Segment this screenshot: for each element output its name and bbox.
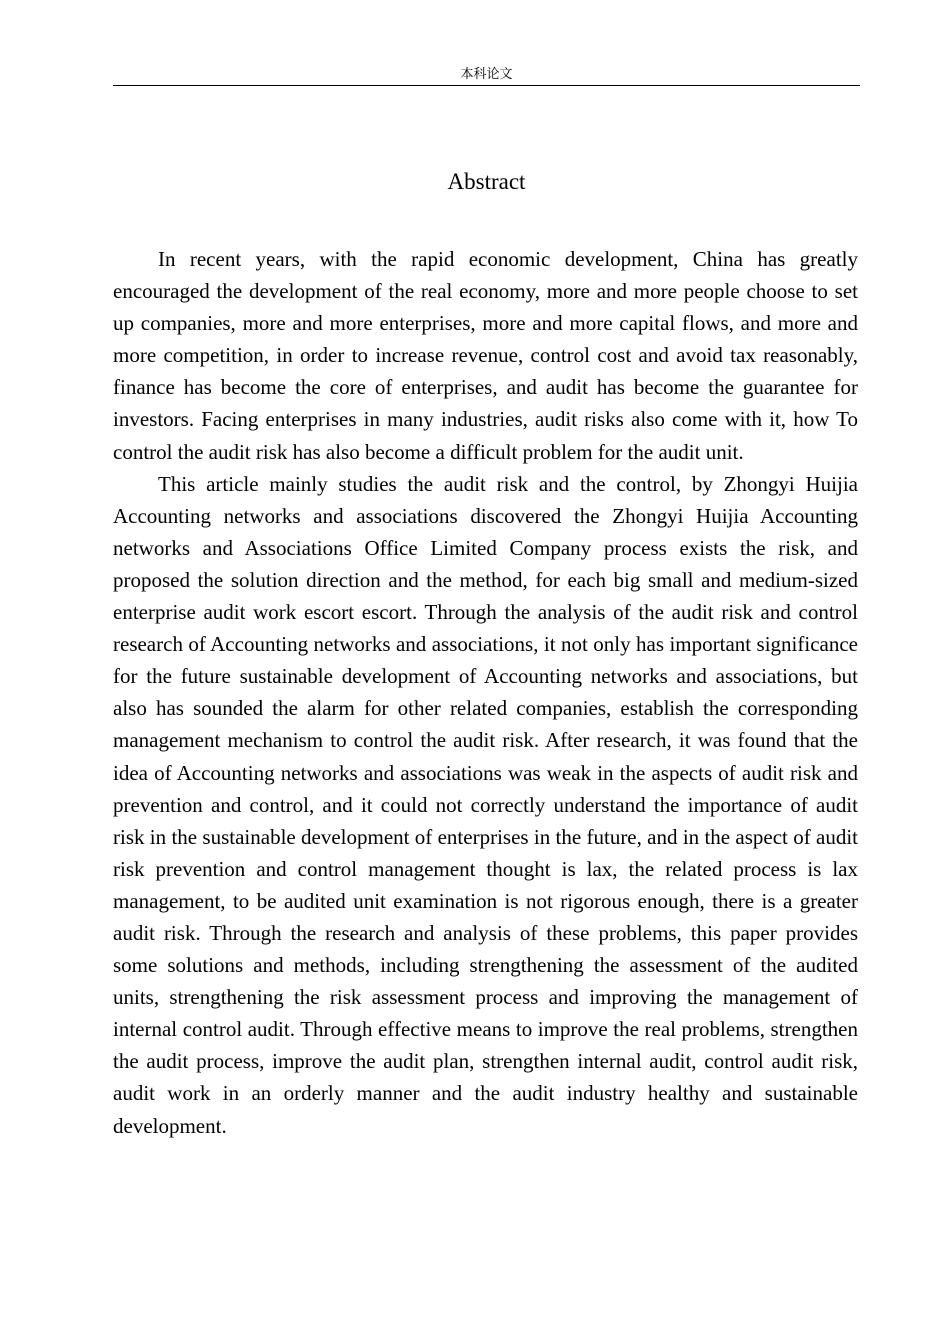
- running-header: 本科论文: [460, 67, 513, 82]
- abstract-title: Abstract: [447, 169, 526, 194]
- abstract-paragraph: This article mainly studies the audit risk and the control, by Zhongyi Huijia Accounting networks and associations discovered the Zhongyi Huijia Accounting networks and Associations Office Limited Company process exists the risk, and proposed the solution direction and the method, for each big small and medium-sized enterprise audit work escort escort. Through the analysis of the audit risk and control research of Accounting networks and associations, it not only has important significance for the future sustainable development of Accounting networks and associations, but also has sounded the alarm for other related companies, establish the corresponding management mechanism to control the audit risk. After research, it was found that the idea of Accounting networks and associations was weak in the aspects of audit risk and prevention and control, and it could not correctly understand the importance of audit risk in the sustainable development of enterprises in the future, and in the aspect of audit risk prevention and control management thought is lax, the related process is lax management, to be audited unit examination is not rigorous enough, there is a greater audit risk. Through the research and analysis of these problems, this paper provides some solutions and methods, including strengthening the assessment of the audited units, strengthening the risk assessment process and improving the management of internal control audit. Through effective means to improve the real problems, strengthen the audit process, improve the audit plan, strengthen internal audit, control audit risk, audit work in an orderly manner and the audit industry healthy and sustainable development.: [113, 471, 858, 1138]
- header-divider: [113, 85, 860, 86]
- abstract-paragraph: In recent years, with the rapid economic development, China has greatly encouraged the development of the real economy, more and more people choose to set up companies, more and more enterprises, more and more capital flows, and more and more competition, in order to increase revenue, control cost and avoid tax reasonably, finance has become the core of enterprises, and audit has become the guarantee for investors. Facing enterprises in many industries, audit risks also come with it, how To control the audit risk has also become a difficult problem for the audit unit.: [113, 247, 858, 464]
- abstract-body: [113, 243, 858, 1142]
